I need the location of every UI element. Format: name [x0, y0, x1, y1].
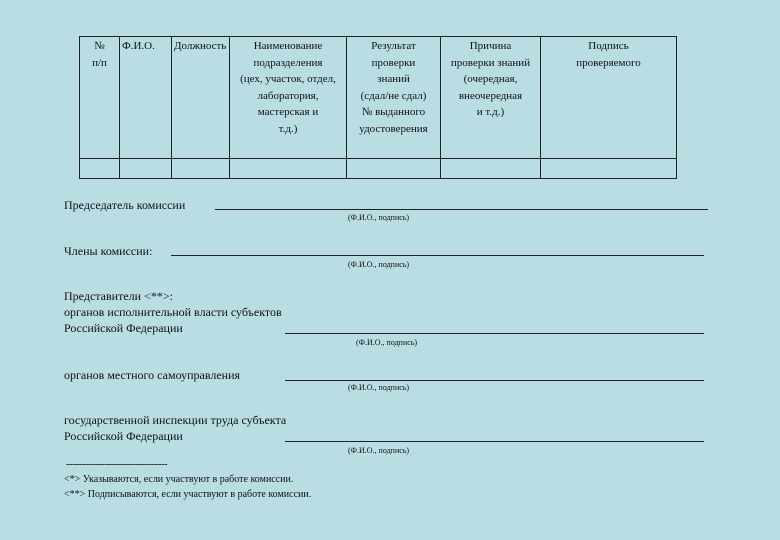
table-cell — [347, 159, 441, 179]
header-reason — [441, 37, 541, 159]
chairman-signature-line[interactable] — [215, 209, 708, 210]
table-cell — [230, 159, 347, 179]
header-fio-text: Ф.И.О. — [122, 40, 155, 52]
header-result — [347, 37, 441, 159]
header-reason-text: Причина проверки знаний (очередная, внеочередная и т.д.) — [450, 40, 531, 118]
labor-inspection-signature-line[interactable] — [285, 441, 704, 442]
header-department-text: Наименование подразделения (цех, участок, отдел, лаборатория, мастерская и т.д.) — [240, 40, 336, 135]
exec-authority-signature-line[interactable] — [285, 333, 704, 334]
table-cell — [172, 159, 230, 179]
chairman-label: Председатель комиссии — [64, 198, 186, 212]
table-cell — [80, 159, 120, 179]
members-hint: (Ф.И.О., подпись) — [348, 260, 410, 269]
labor-inspection-hint: (Ф.И.О., подпись) — [348, 446, 410, 455]
footnote-1: <*> Указываются, если участвуют в работе комиссии. — [64, 474, 294, 485]
representatives-title: Представители <**>: — [64, 289, 173, 303]
local-government-signature-line[interactable] — [285, 380, 704, 381]
header-signature-text: Подпись проверяемого — [576, 40, 641, 69]
protocol-table — [79, 36, 677, 179]
local-government-hint: (Ф.И.О., подпись) — [348, 383, 410, 392]
header-position — [172, 37, 230, 159]
header-number-text: № п/п — [92, 40, 107, 69]
header-result-text: Результат проверки знаний (сдал/не сдал) № выданного удостоверения — [359, 40, 428, 135]
local-government-label: органов местного самоуправления — [64, 368, 241, 382]
members-label: Члены комиссии: — [64, 244, 153, 258]
table-cell — [541, 159, 677, 179]
labor-inspection-line2: Российской Федерации — [64, 429, 183, 443]
header-position-text: Должность — [174, 40, 227, 52]
table-row — [80, 159, 677, 179]
header-department — [230, 37, 347, 159]
header-signature — [541, 37, 677, 159]
footnote-separator: -------------------------------- — [66, 458, 168, 470]
header-number — [80, 37, 120, 159]
members-signature-line[interactable] — [171, 255, 704, 256]
footnote-2: <**> Подписываются, если участвуют в работе комиссии. — [64, 489, 312, 500]
exec-authority-line1: органов исполнительной власти субъектов — [64, 305, 282, 319]
exec-authority-line2: Российской Федерации — [64, 321, 183, 335]
labor-inspection-line1: государственной инспекции труда субъекта — [64, 413, 287, 427]
table-cell — [441, 159, 541, 179]
chairman-hint: (Ф.И.О., подпись) — [348, 213, 410, 222]
header-fio — [120, 37, 172, 159]
table-header-row — [80, 37, 677, 159]
table-cell — [120, 159, 172, 179]
exec-authority-hint: (Ф.И.О., подпись) — [356, 338, 418, 347]
